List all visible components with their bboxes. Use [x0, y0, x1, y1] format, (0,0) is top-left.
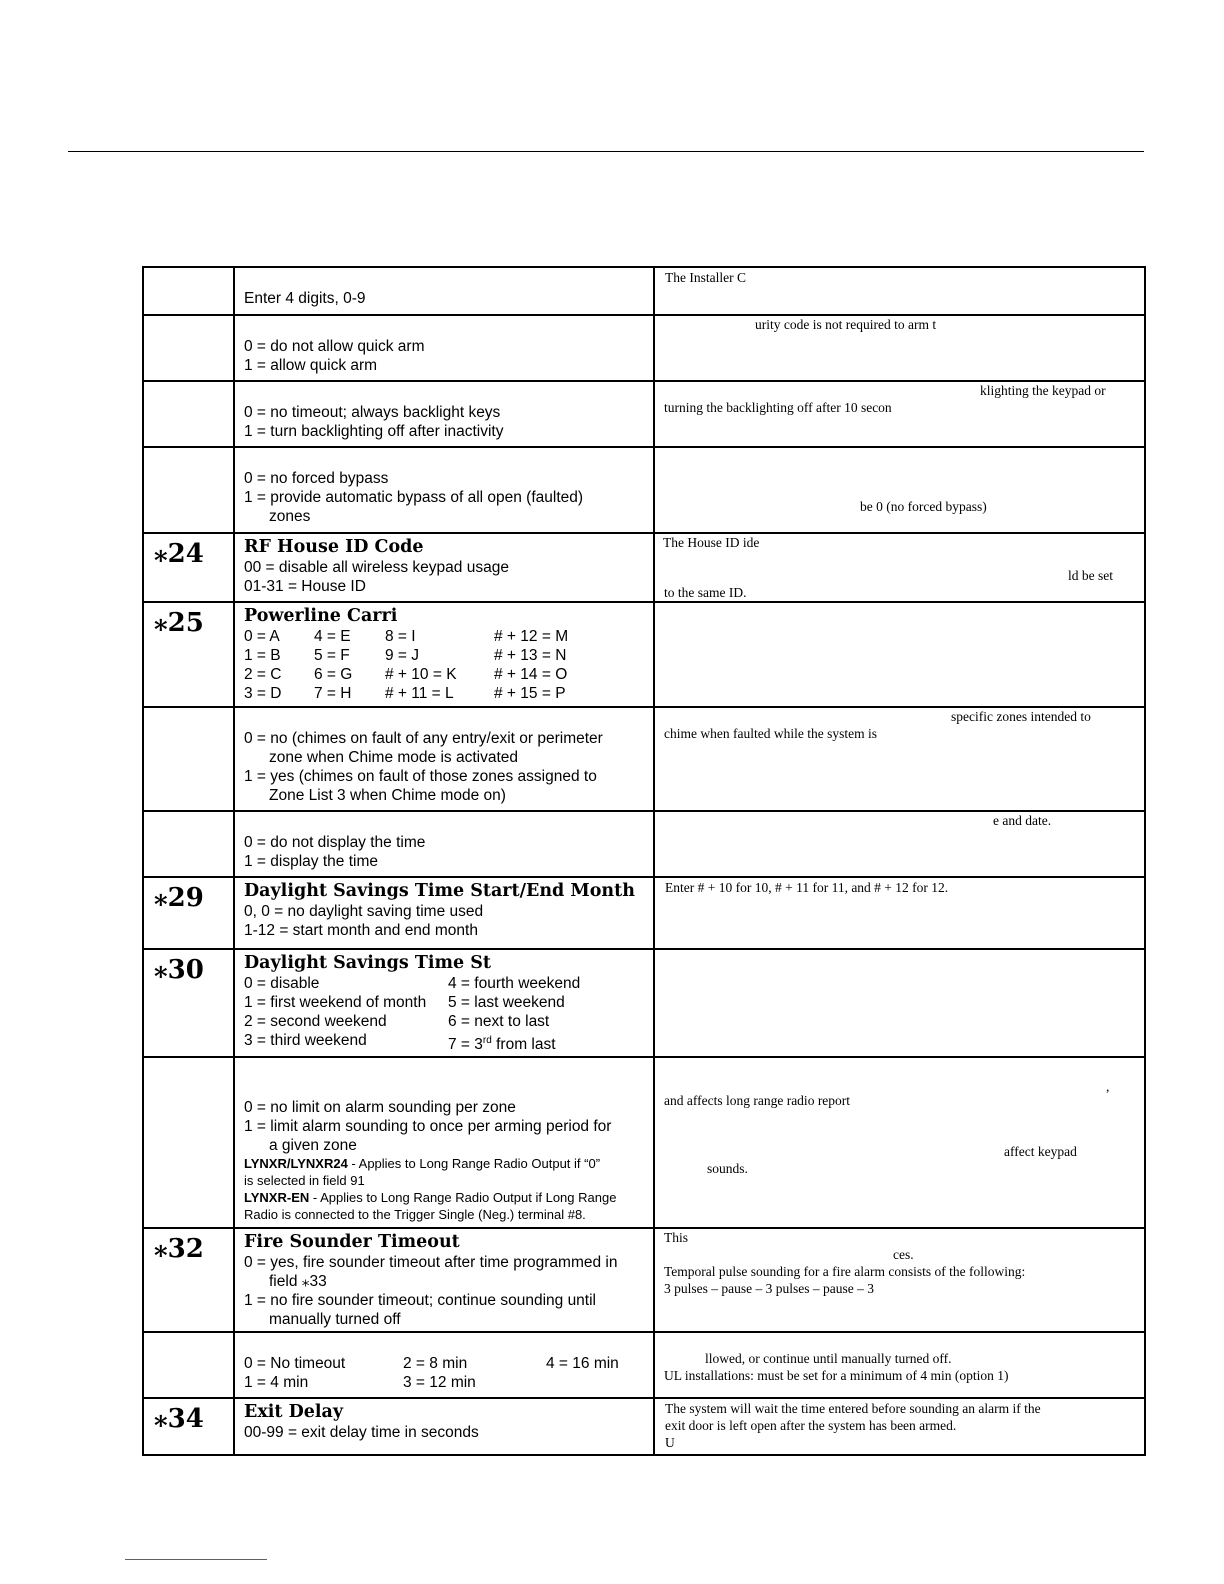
option-line: a given zone: [269, 1137, 357, 1155]
option-line: 0 = no timeout; always backlight keys: [244, 404, 501, 421]
field-title: RF House ID Code: [244, 537, 424, 557]
description-line: llowed, or continue until manually turned off.: [705, 1351, 952, 1367]
table-row: [143, 533, 1145, 602]
weekend-grid: [244, 974, 647, 1054]
description-line: exit door is left open after the system has been armed.: [665, 1418, 957, 1434]
option-line: 1 = no fire sounder timeout; continue sounding until: [244, 1292, 596, 1310]
description-line: 3 pulses – pause – 3 pulses – pause – 3: [664, 1281, 874, 1297]
grid-cell: # + 10 = K: [385, 666, 457, 683]
field-title: Daylight Savings Time St: [244, 953, 491, 973]
grid-cell: 1 = B: [244, 647, 281, 664]
grid-cell: 3 = D: [244, 685, 282, 702]
grid-cell: # + 14 = O: [494, 666, 568, 683]
option-line: 1 = allow quick arm: [244, 357, 378, 374]
description-line: urity code is not required to arm t: [755, 317, 937, 332]
field-title: Exit Delay: [244, 1402, 344, 1423]
field-title: Fire Sounder Timeout: [244, 1232, 460, 1253]
option-line: 0 = yes, fire sounder timeout after time programmed in: [244, 1254, 618, 1272]
option-line: zone when Chime mode is activated: [269, 749, 518, 766]
grid-cell: # + 13 = N: [494, 647, 567, 664]
option-line: 0 = do not display the time: [244, 834, 426, 851]
description-line: specific zones intended to: [951, 709, 1091, 724]
options-cell: [234, 1057, 654, 1228]
option-line: zones: [269, 508, 311, 525]
description-line: The House ID ide: [663, 535, 760, 550]
field-number-cell: [143, 1332, 234, 1398]
option-line: 0 = no limit on alarm sounding per zone: [244, 1099, 516, 1117]
description-line: ld be set: [1068, 568, 1113, 583]
grid-cell: # + 15 = P: [494, 685, 566, 702]
grid-cell: 3 = third weekend: [244, 1032, 367, 1049]
description-cell: [654, 1332, 1145, 1398]
description-line: The system will wait the time entered before sounding an alarm if the: [665, 1401, 1041, 1417]
field-number-cell: [143, 1228, 234, 1332]
field-number-cell: [143, 877, 234, 949]
note-line: Radio is connected to the Trigger Single (Neg.) terminal #8.: [244, 1207, 586, 1223]
description-cell: [654, 949, 1145, 1057]
note-line: LYNXR/LYNXR24 - Applies to Long Range Radio Output if “0”: [244, 1156, 601, 1172]
field-number: ⁎32: [154, 1234, 204, 1265]
description-line: The Installer C: [665, 270, 746, 285]
description-line: sounds.: [707, 1161, 748, 1177]
field-number-cell: [143, 1057, 234, 1228]
description-cell: [654, 1398, 1145, 1455]
table-row: [143, 949, 1145, 1057]
description-cell: [654, 811, 1145, 877]
option-line: field ⁎33: [269, 1273, 327, 1291]
grid-cell: 8 = I: [385, 628, 416, 645]
option-line: 1 = display the time: [244, 853, 378, 870]
field-number: ⁎29: [154, 883, 204, 913]
options-cell: [234, 811, 654, 877]
option-line: 1 = provide automatic bypass of all open (faulted): [244, 489, 584, 506]
field-number-cell: [143, 315, 234, 381]
field-title: Powerline Carri: [244, 606, 398, 626]
table-row: [143, 267, 1145, 315]
table-row: [143, 381, 1145, 447]
description-cell: [654, 381, 1145, 447]
field-number-cell: [143, 602, 234, 707]
description-line: ,: [1106, 1079, 1110, 1095]
note-line: is selected in field 91: [244, 1173, 365, 1189]
description-line: chime when faulted while the system is: [664, 726, 877, 741]
grid-cell: 0 = No timeout: [244, 1355, 346, 1373]
option-line: 00 = disable all wireless keypad usage: [244, 559, 509, 576]
grid-cell: 6 = G: [314, 666, 353, 683]
grid-cell: 7 = H: [314, 685, 352, 702]
grid-cell: 4 = E: [314, 628, 351, 645]
field-title: Daylight Savings Time Start/End Month: [244, 881, 635, 901]
description-cell: [654, 447, 1145, 533]
option-line: Zone List 3 when Chime mode on): [269, 787, 506, 804]
table-row: [143, 811, 1145, 877]
options-cell: [234, 949, 654, 1057]
field-number: ⁎25: [154, 608, 204, 638]
grid-cell: 2 = C: [244, 666, 282, 683]
table-row: [143, 447, 1145, 533]
table-row: [143, 1057, 1145, 1228]
table-row: [143, 602, 1145, 707]
description-line: Temporal pulse sounding for a fire alarm consists of the following:: [664, 1264, 1026, 1280]
field-number: ⁎30: [154, 955, 204, 985]
options-cell: [234, 1398, 654, 1455]
description-line: be 0 (no forced bypass): [860, 499, 987, 514]
option-line: 0 = do not allow quick arm: [244, 338, 425, 355]
note-line: LYNXR-EN - Applies to Long Range Radio Output if Long Range: [244, 1190, 617, 1206]
grid-cell: 6 = next to last: [448, 1013, 550, 1030]
field-number: ⁎34: [154, 1404, 204, 1435]
field-number-cell: [143, 1398, 234, 1455]
description-line: e and date.: [993, 813, 1052, 828]
field-number-cell: [143, 707, 234, 811]
option-line: 1-12 = start month and end month: [244, 922, 478, 939]
grid-cell: 1 = 4 min: [244, 1374, 309, 1392]
description-line: ces.: [893, 1247, 914, 1263]
options-cell: [234, 315, 654, 381]
options-cell: [234, 877, 654, 949]
grid-cell: 1 = first weekend of month: [244, 994, 427, 1011]
grid-cell: [546, 1373, 646, 1392]
description-line: Enter # + 10 for 10, # + 11 for 11, and # + 12 for 12.: [665, 880, 949, 895]
description-cell: [654, 1228, 1145, 1332]
grid-cell: # + 12 = M: [494, 628, 569, 645]
grid-cell: 9 = J: [385, 647, 420, 664]
option-line: 0 = no forced bypass: [244, 470, 389, 487]
option-line: 1 = yes (chimes on fault of those zones assigned to: [244, 768, 597, 785]
options-cell: [234, 707, 654, 811]
grid-cell: 5 = last weekend: [448, 994, 565, 1011]
table-row: [143, 877, 1145, 949]
options-cell: [234, 602, 654, 707]
table-row: [143, 707, 1145, 811]
field-table: [142, 266, 1146, 1456]
description-cell: [654, 877, 1145, 949]
field-number: ⁎24: [154, 539, 204, 569]
description-line: turning the backlighting off after 10 secon: [664, 400, 892, 415]
table-row: [143, 315, 1145, 381]
field-number-cell: [143, 949, 234, 1057]
footer-link-underline: [125, 1559, 267, 1560]
description-line: UL installations: must be set for a minimum of 4 min (option 1): [664, 1368, 1009, 1384]
option-line: 1 = turn backlighting off after inactivity: [244, 423, 504, 440]
table-row: [143, 1332, 1145, 1398]
description-line: and affects long range radio report: [664, 1093, 851, 1109]
description-line: U: [665, 1435, 675, 1451]
description-cell: [654, 602, 1145, 707]
options-cell: [234, 533, 654, 602]
grid-cell: # + 11 = L: [385, 685, 454, 702]
option-line: 01-31 = House ID: [244, 578, 366, 595]
description-line: klighting the keypad or: [980, 383, 1106, 398]
field-number-cell: [143, 267, 234, 315]
table-row: [143, 1398, 1145, 1455]
options-cell: [234, 267, 654, 315]
options-cell: [234, 447, 654, 533]
table-row: [143, 1228, 1145, 1332]
description-cell: [654, 533, 1145, 602]
description-cell: [654, 707, 1145, 811]
field-number-cell: [143, 447, 234, 533]
timeout-grid: [244, 1354, 647, 1392]
description-line: This: [664, 1230, 689, 1246]
description-cell: [654, 315, 1145, 381]
description-cell: [654, 267, 1145, 315]
option-line: Enter 4 digits, 0-9: [244, 290, 366, 307]
house-code-grid: [244, 627, 647, 703]
grid-cell: 3 = 12 min: [403, 1374, 476, 1392]
grid-cell: 4 = 16 min: [546, 1355, 619, 1373]
header-rule: [68, 151, 1144, 152]
options-cell: [234, 381, 654, 447]
field-number-cell: [143, 381, 234, 447]
option-line: manually turned off: [269, 1311, 401, 1329]
grid-cell: 2 = second weekend: [244, 1013, 387, 1030]
description-line: affect keypad: [1004, 1144, 1077, 1160]
field-number-cell: [143, 533, 234, 602]
grid-cell: 0 = disable: [244, 975, 320, 992]
grid-cell: 7 = 3rd from last: [448, 1035, 556, 1054]
field-number-cell: [143, 811, 234, 877]
option-line: 1 = limit alarm sounding to once per arming period for: [244, 1118, 612, 1136]
option-line: 0 = no (chimes on fault of any entry/exit or perimeter: [244, 730, 603, 747]
options-cell: [234, 1228, 654, 1332]
description-cell: [654, 1057, 1145, 1228]
description-line: to the same ID.: [664, 585, 747, 600]
grid-cell: 5 = F: [314, 647, 350, 664]
grid-cell: 4 = fourth weekend: [448, 975, 581, 992]
options-cell: [234, 1332, 654, 1398]
option-line: 0, 0 = no daylight saving time used: [244, 903, 484, 920]
option-line: 00-99 = exit delay time in seconds: [244, 1424, 479, 1442]
grid-cell: 0 = A: [244, 628, 280, 645]
grid-cell: 2 = 8 min: [403, 1355, 468, 1373]
